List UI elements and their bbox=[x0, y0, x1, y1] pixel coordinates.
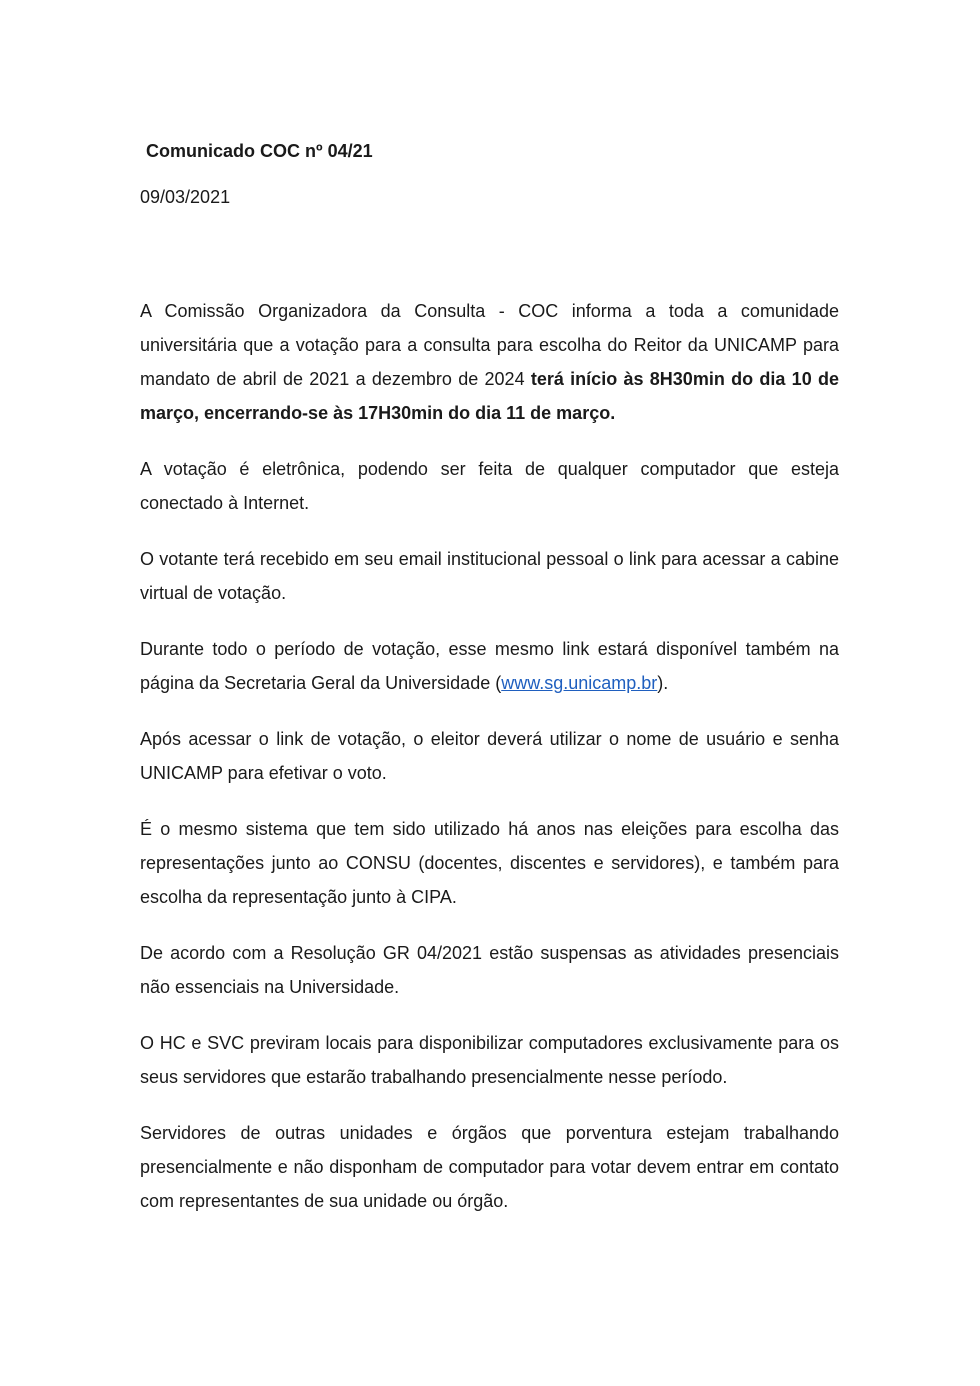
paragraph-hc-svc: O HC e SVC previram locais para disponibilizar computadores exclusivamente para os seus servidores que estarão trabalhando presencialmente nesse período. bbox=[140, 1033, 839, 1087]
paragraph-resolution: De acordo com a Resolução GR 04/2021 estão suspensas as atividades presenciais não essenciais na Universidade. bbox=[140, 943, 839, 997]
availability-text-after: ). bbox=[657, 673, 669, 693]
document-body bbox=[140, 294, 839, 1240]
sg-unicamp-link[interactable]: www.sg.unicamp.br bbox=[501, 673, 658, 693]
paragraph-other-units: Servidores de outras unidades e órgãos que porventura estejam trabalhando presencialmente e não disponham de computador para votar devem entrar em contato com representantes de sua unidade ou órgão. bbox=[140, 1123, 839, 1211]
paragraph-same-system: É o mesmo sistema que tem sido utilizado há anos nas eleições para escolha das representações junto ao CONSU (docentes, discentes e servidores), e também para escolha da representação junto à CIPA. bbox=[140, 819, 839, 907]
availability-text-before: Durante todo o período de votação, esse mesmo link estará disponível também na página da Secretaria Geral da Universidade ( bbox=[140, 639, 839, 693]
paragraph-link-availability bbox=[140, 632, 839, 700]
document-title: Comunicado COC nº 04/21 bbox=[146, 141, 373, 161]
paragraph-announcement bbox=[140, 294, 839, 430]
document-date: 09/03/2021 bbox=[140, 187, 231, 207]
announcement-text: A Comissão Organizadora da Consulta - COC informa a toda a comunidade universitária que a votação para a consulta para escolha do Reitor da UNICAMP para mandato de abril de 2021 a dezembro de 2024 bbox=[140, 301, 839, 389]
paragraph-login-instructions: Após acessar o link de votação, o eleitor deverá utilizar o nome de usuário e senha UNICAMP para efetivar o voto. bbox=[140, 729, 839, 783]
paragraph-electronic-voting: A votação é eletrônica, podendo ser feita de qualquer computador que esteja conectado à Internet. bbox=[140, 459, 839, 513]
announcement-bold-text: terá início às 8H30min do dia 10 de março, encerrando-se às 17H30min do dia 11 de março. bbox=[140, 369, 840, 423]
paragraph-email-link: O votante terá recebido em seu email institucional pessoal o link para acessar a cabine virtual de votação. bbox=[140, 549, 839, 603]
